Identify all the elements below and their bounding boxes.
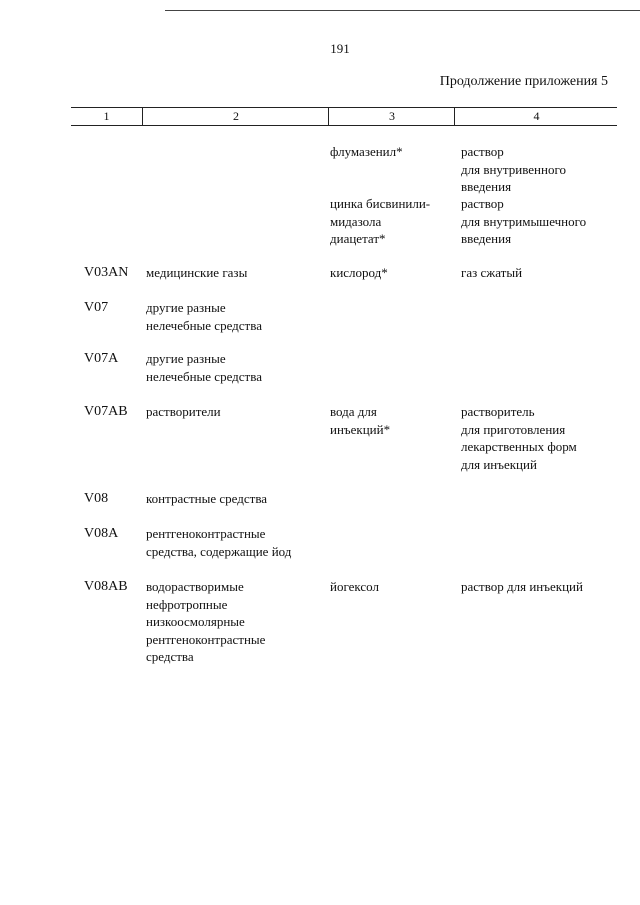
continuation-heading: Продолжение приложения 5: [439, 74, 608, 89]
drug-name: йогексол: [330, 579, 379, 594]
atc-code: V03AN: [84, 265, 129, 280]
drug-name: кислород*: [330, 265, 388, 280]
atc-code: V07: [84, 300, 109, 315]
atc-code: V07A: [84, 351, 119, 366]
table-header-row: [71, 107, 617, 126]
group-name: другие разные нелечебные средства: [146, 351, 262, 384]
atc-code: V07AB: [84, 404, 128, 419]
dosage-form: раствор для внутримышечного введения: [461, 196, 587, 246]
dosage-form: раствор для внутривенного введения: [461, 144, 566, 194]
group-name: медицинские газы: [146, 265, 248, 280]
dosage-form: раствор для инъекций: [461, 579, 583, 594]
group-name: растворители: [146, 404, 221, 419]
drug-name: флумазенил*: [330, 144, 403, 159]
header-col-1: 1: [103, 109, 110, 123]
top-border-line: [165, 10, 640, 11]
group-name: другие разные нелечебные средства: [146, 300, 262, 333]
drug-name: цинка бисвинили- мидазола диацетат*: [330, 196, 431, 246]
drug-name: вода для инъекций*: [330, 404, 391, 437]
dosage-form: газ сжатый: [461, 265, 523, 280]
group-name: водорастворимые нефротропные низкоосмолярные рентгеноконтрастные средства: [146, 579, 266, 664]
atc-code: V08A: [84, 526, 119, 541]
atc-code: V08AB: [84, 579, 128, 594]
atc-code: V08: [84, 491, 109, 506]
group-name: рентгеноконтрастные средства, содержащие йод: [146, 526, 292, 559]
dosage-form: растворитель для приготовления лекарственных форм для инъекций: [461, 404, 577, 472]
page-number: 191: [330, 41, 350, 56]
header-col-2: 2: [142, 108, 329, 125]
group-name: контрастные средства: [146, 491, 268, 506]
header-col-4: 4: [454, 108, 618, 125]
header-col-3: 3: [328, 108, 455, 125]
